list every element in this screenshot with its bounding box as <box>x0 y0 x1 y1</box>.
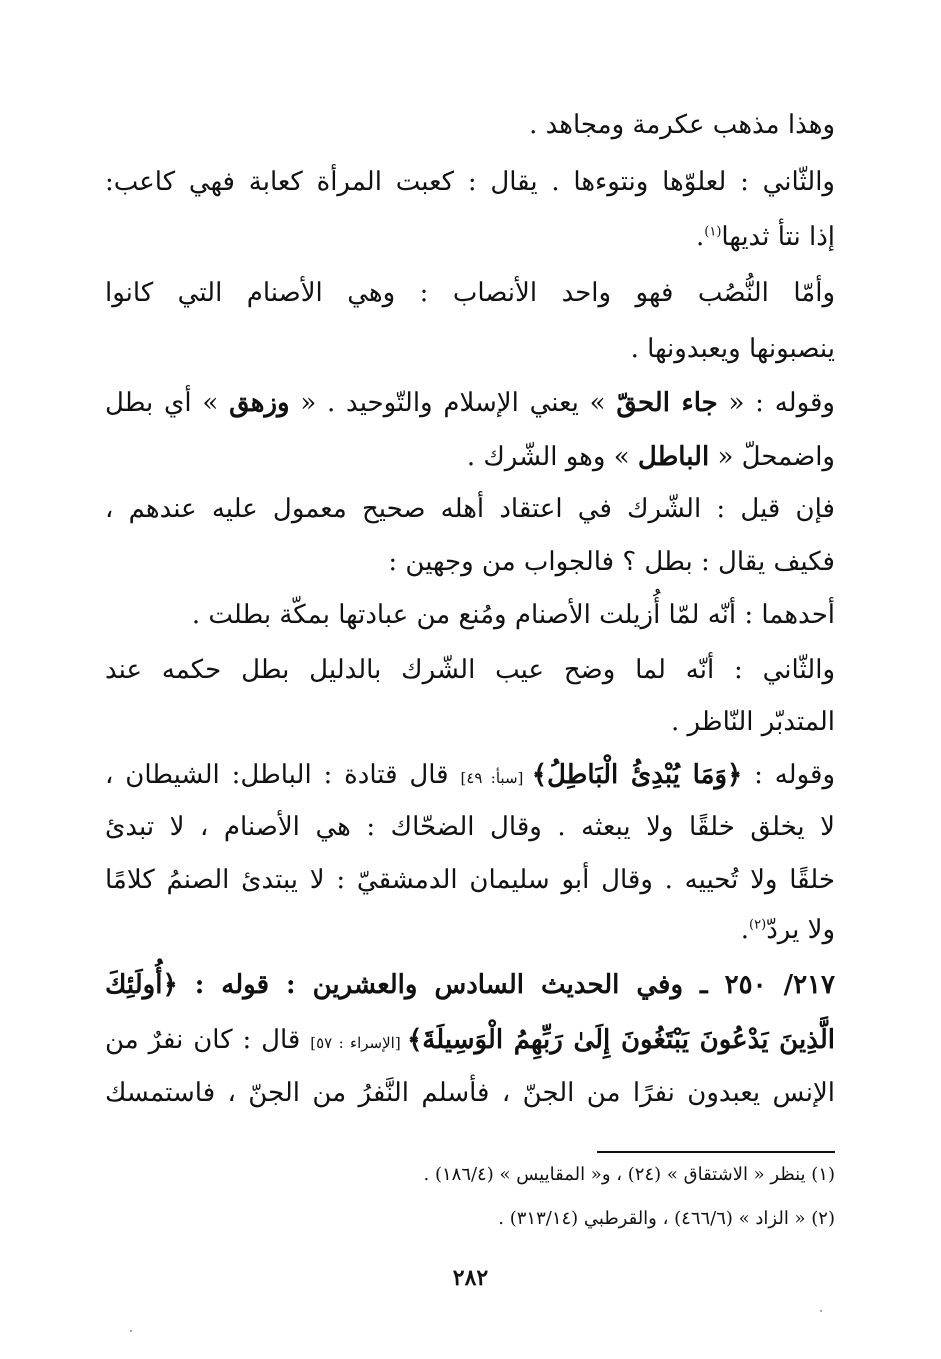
quran-verse: ﴿وَمَا يُبْدِئُ الْبَاطِلُ﴾ <box>531 760 743 790</box>
text-line: أحدهما : أنّه لمّا أُزيلت الأصنام ومُنع من عبادتها بمكّة بطلت . <box>191 600 835 630</box>
footnote-marker: (٢) <box>749 917 767 933</box>
verse-reference: [الإسراء : ٥٧] <box>310 1034 408 1052</box>
quran-verse: ﴿أُولَئِكَ <box>105 970 178 1000</box>
hadith-heading-line: ٢١٧/ ٢٥٠ ـ وفي الحديث السادس والعشرين : قوله : ﴿أُولَئِكَ <box>105 970 835 1000</box>
quran-verse: الَّذِينَ يَدْعُونَ يَبْتَغُونَ إِلَىٰ رَبِّهِمُ الْوَسِيلَةَ﴾ <box>407 1025 836 1055</box>
text-line: ولا يردّ$^{(٢)}$. <box>740 915 835 945</box>
text-line: فكيف يقال : بطل ؟ فالجواب من وجهين : <box>388 547 835 577</box>
text-line: وقوله : ﴿وَمَا يُبْدِئُ الْبَاطِلُ﴾ [سبأ: ٤٩] قال قتادة : الباطل: الشيطان ، <box>105 760 835 790</box>
text-line: الإنس يعبدون نفرًا من الجنّ ، فأسلم النَّفرُ من الجنّ ، فاستمسك <box>105 1078 835 1108</box>
scan-speck <box>130 1330 132 1332</box>
text-line: وهذا مذهب عكرمة ومجاهد . <box>529 110 835 140</box>
text-line: فإن قيل : الشّرك في اعتقاد أهله صحيح معمول عليه عندهم ، <box>105 494 835 524</box>
scan-speck <box>820 1310 822 1312</box>
text-line: لا يخلق خلقًا ولا يبعثه . وقال الضحّاك : هي الأصنام ، لا تبدئ <box>105 812 835 842</box>
text-line: ينصبونها ويعبدونها . <box>630 334 835 364</box>
verse-reference: [سبأ: ٤٩] <box>460 769 532 787</box>
footnote-2: (٢) « الزاد » (٤٦٦/٦) ، والقرطبي (٣١٣/١٤) . <box>498 1208 835 1229</box>
text-line: المتدبّر النّاظر . <box>671 707 835 737</box>
footnote-divider <box>597 1151 835 1153</box>
text-line: وقوله : « جاء الحقّ » يعني الإسلام والتّوحيد . « وزهق » أي بطل <box>105 388 835 418</box>
text-line: إذا نتأ ثديها$^{(١)}$. <box>696 222 835 252</box>
footnote-1: (١) ينظر « الاشتقاق » (٢٤) ، و« المقاييس » (١٨٦/٤) . <box>423 1164 835 1185</box>
text-line: والثّاني : لعلوّها ونتوءها . يقال : كعبت المرأة كعابة فهي كاعب: <box>105 167 835 197</box>
footnote-marker: (١) <box>704 224 722 240</box>
page-number: ٢٨٢ <box>452 1265 489 1291</box>
text-line: الَّذِينَ يَدْعُونَ يَبْتَغُونَ إِلَىٰ رَبِّهِمُ الْوَسِيلَةَ﴾ [الإسراء : ٥٧] قال : كان نفرٌ من <box>105 1025 836 1055</box>
text-line: وأمّا النُّصُب فهو واحد الأنصاب : وهي الأصنام التي كانوا <box>105 278 835 308</box>
text-line: خلقًا ولا تُحييه . وقال أبو سليمان الدمشقيّ : لا يبتدئ الصنمُ كلامًا <box>105 865 835 895</box>
text-line: والثّاني : أنّه لما وضح عيب الشّرك بالدليل بطل حكمه عند <box>105 655 835 685</box>
text-line: واضمحلّ « الباطل » وهو الشّرك . <box>466 442 835 472</box>
